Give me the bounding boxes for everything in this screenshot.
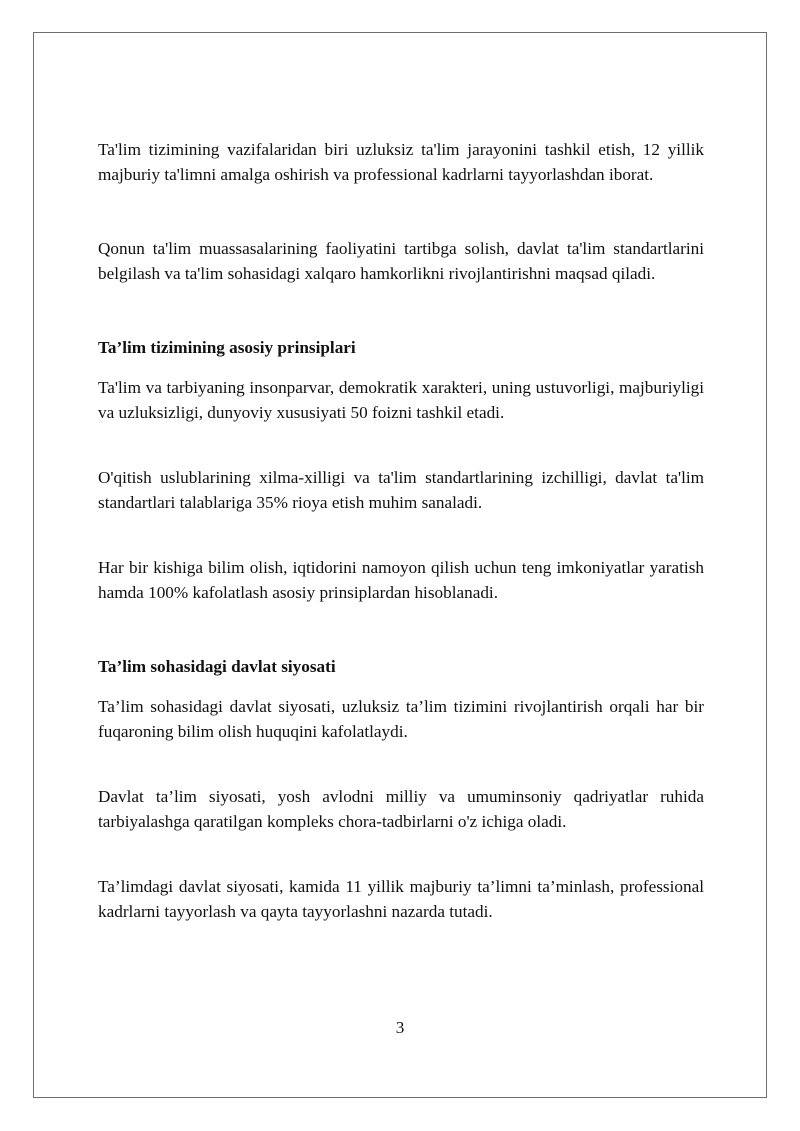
paragraph-state-policy-compulsory: Ta’limdagi davlat siyosati, kamida 11 yillik majburiy ta’limni ta’minlash, professional kadrlarni tayyorlash va qayta tayyorlashni nazarda tutadi. bbox=[98, 877, 704, 921]
paragraph-education-tasks: Ta'lim tizimining vazifalaridan biri uzluksiz ta'lim jarayonini tashkil etish, 12 yillik majburiy ta'limni amalga oshirish va professional kadrlarni tayyorlashdan iborat. bbox=[98, 140, 704, 184]
heading-state-policy: Ta’lim sohasidagi davlat siyosati bbox=[98, 657, 336, 676]
paragraph-principles-humane: Ta'lim va tarbiyaning insonparvar, demokratik xarakteri, uning ustuvorligi, majburiyligi va uzluksizligi, dunyoviy xususiyati 50 foizni tashkil etadi. bbox=[98, 378, 704, 422]
paragraph-law-purpose: Qonun ta'lim muassasalarining faoliyatini tartibga solish, davlat ta'lim standartlarini belgilash va ta'lim sohasidagi xalqaro hamkorlikni rivojlantirishni maqsad qiladi. bbox=[98, 239, 704, 283]
heading-basic-principles: Ta’lim tizimining asosiy prinsiplari bbox=[98, 338, 356, 357]
document-page bbox=[33, 32, 767, 1098]
page-content bbox=[98, 137, 704, 924]
paragraph-state-policy-values: Davlat ta’lim siyosati, yosh avlodni milliy va umuminsoniy qadriyatlar ruhida tarbiyalashga qaratilgan kompleks chora-tadbirlarni o'z ichiga oladi. bbox=[98, 787, 704, 831]
page-number: 3 bbox=[395, 1018, 405, 1037]
paragraph-state-policy-rights: Ta’lim sohasidagi davlat siyosati, uzluksiz ta’lim tizimini rivojlantirish orqali har bir fuqaroning bilim olish huquqini kafolatlaydi. bbox=[98, 697, 704, 741]
paragraph-equal-opportunities: Har bir kishiga bilim olish, iqtidorini namoyon qilish uchun teng imkoniyatlar yaratish hamda 100% kafolatlash asosiy prinsiplardan hisoblanadi. bbox=[98, 558, 704, 602]
paragraph-teaching-methods: O'qitish uslublarining xilma-xilligi va ta'lim standartlarining izchilligi, davlat ta'lim standartlari talablariga 35% rioya etish muhim sanaladi. bbox=[98, 468, 704, 512]
